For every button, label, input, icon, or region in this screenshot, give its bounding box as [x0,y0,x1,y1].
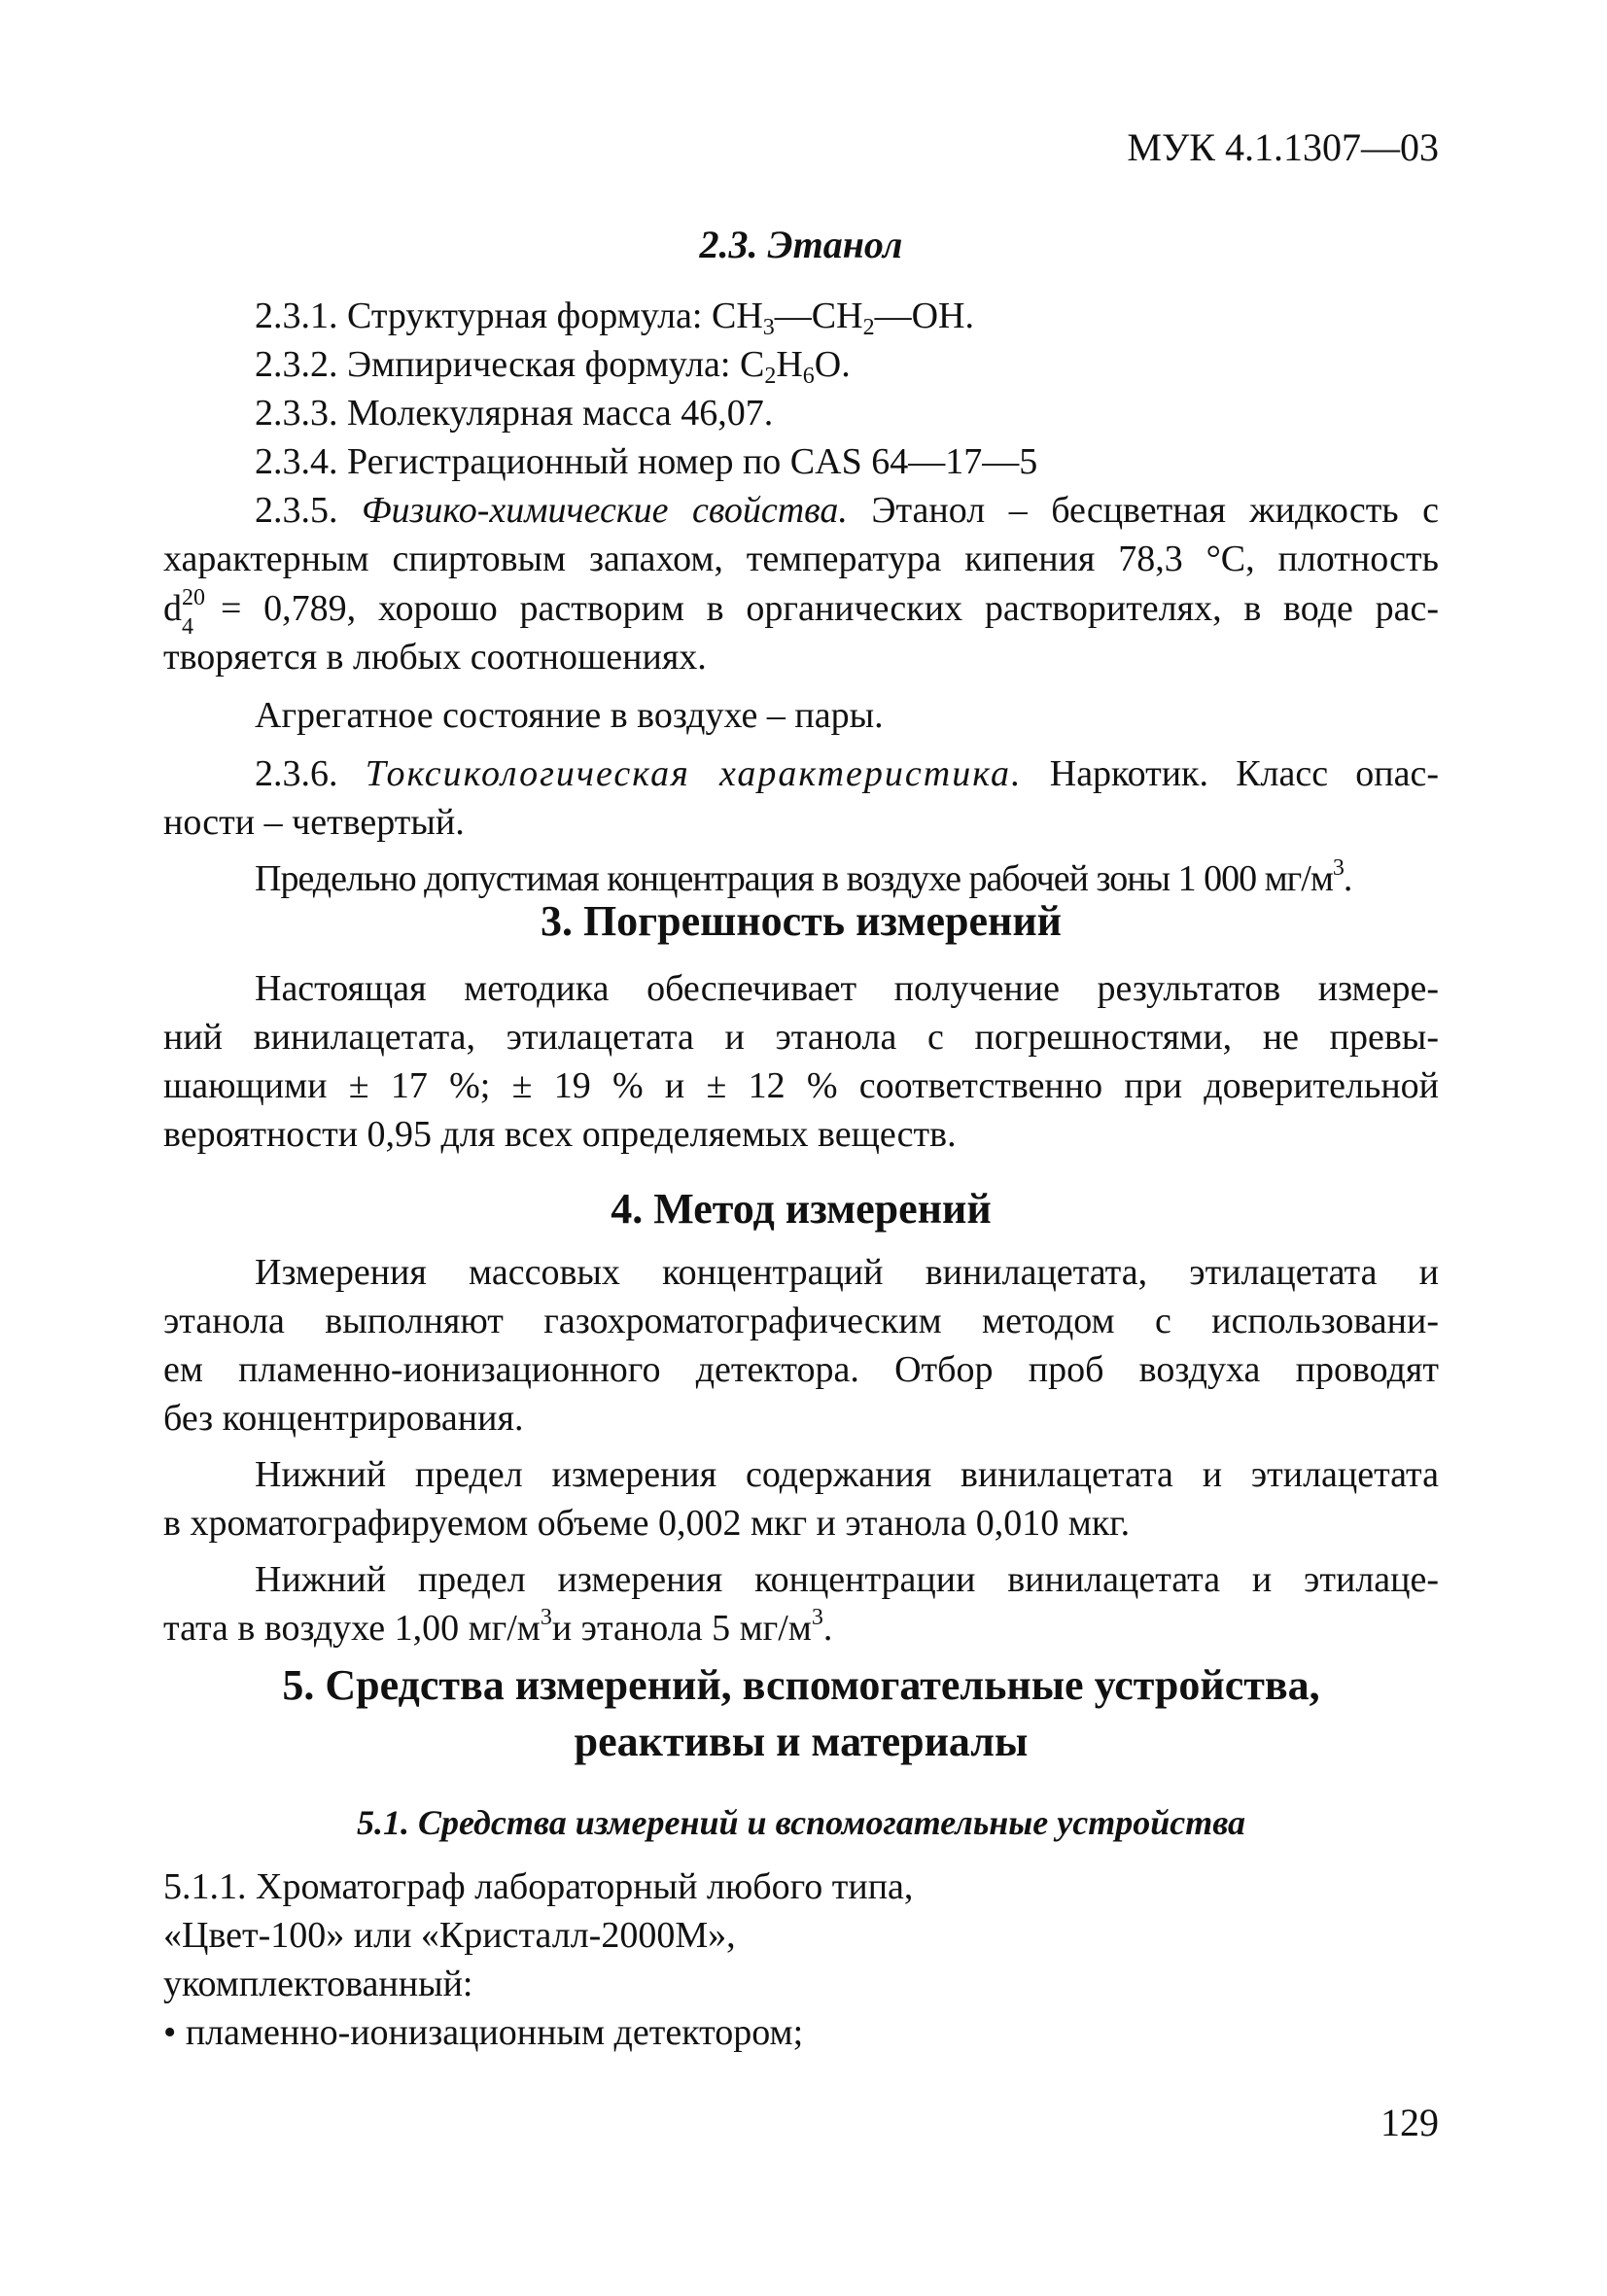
section-4-a-line-3: ем пламенно-ионизационного детектора. Отбор проб воздуха проводят [163,1349,1439,1390]
aggregate-state: Агрегатное состояние в воздухе – пары. [255,695,884,736]
section-3-line-2: ний винилацетата, этилацетата и этанола с погрешностями, не превы- [163,1017,1439,1058]
section-4-a-line-1: Измерения массовых концентраций винилацетата, этилацетата и [255,1252,1439,1293]
section-4-b-line-2: в хроматографируемом объеме 0,002 мкг и этанола 0,010 мкг. [163,1503,1131,1544]
section-2-3-body [163,292,1439,903]
section-5-title-line-1: 5. Средства измерений, вспомогательные устройства, [282,1661,1320,1709]
section-4-a-line-2: этанола выполняют газохроматографическим методом с использовани- [163,1301,1439,1341]
document-code: МУК 4.1.1307—03 [1127,125,1439,169]
molecular-mass: 2.3.3. Молекулярная масса 46,07. [255,393,774,434]
page-number: 129 [1380,2101,1439,2144]
section-5-1-body [163,1862,1439,2057]
section-3-line-3: шающими ± 17 %; ± 19 % и ± 12 % соответственно при доверительной [163,1065,1439,1106]
empirical-formula: 2.3.2. Эмпирическая формула: $C_2H_6O$. [255,344,851,389]
list-item-detector: • пламенно-ионизационным детектором; [163,2012,804,2053]
section-3-title: 3. Погрешность измерений [540,897,1063,945]
properties-line-2: характерным спиртовым запахом, температура кипения 78,3 °C, плотность [163,539,1439,579]
chromatograph-line-3: укомплектованный: [163,1964,473,2004]
bullet-icon: • [163,2012,177,2053]
mac-line: Предельно допустимая концентрация в воздухе рабочей зоны 1 000 $мг/м^3$. [255,855,1352,899]
section-4-b-line-1: Нижний предел измерения содержания винилацетата и этилацетата [255,1454,1439,1495]
section-3-body [163,964,1439,1159]
section-5-title-line-2: реактивы и материалы [574,1718,1029,1765]
section-3-line-1: Настоящая методика обеспечивает получение результатов измере- [255,968,1439,1009]
section-4-body [163,1248,1439,1652]
section-4-a-line-4: без концентрирования. [163,1398,524,1439]
section-4-title: 4. Метод измерений [611,1185,992,1233]
section-2-3-title: 2.3. Этанол [699,223,903,266]
section-5-1-title: 5.1. Средства измерений и вспомогательные устройства [356,1803,1246,1842]
chromatograph-line-2: «Цвет-100» или «Кристалл-2000М», [163,1915,736,1956]
section-4-c-line-1: Нижний предел измерения концентрации винилацетата и этилаце- [255,1559,1439,1600]
chromatograph-line-1: 5.1.1. Хроматограф лабораторный любого типа, [163,1866,914,1907]
properties-line-1: 2.3.5. Физико-химические свойства. Этанол – бесцветная жидкость с [255,490,1439,531]
properties-line-3: d 20 4 = 0,789, хорошо растворим в органических растворителях, в воде рас- [163,585,1439,640]
toxicology-line-1: 2.3.6. Токсикологическая характеристика. Наркотик. Класс опас- [255,753,1440,794]
section-4-c-line-2: тата в воздухе 1,00 $мг/м^3и$ этанола 5 $мг/м^3$. [163,1605,833,1649]
section-3-line-4: вероятности 0,95 для всех определяемых веществ. [163,1114,957,1155]
properties-line-4: творяется в любых соотношениях. [163,637,707,678]
structural-formula: 2.3.1. Структурная формула: $CH_3—CH_2—OH$. [255,296,974,340]
toxicology-line-2: ности – четвертый. [163,802,465,843]
cas-number: 2.3.4. Регистрационный номер по CAS 64—17—5 [255,441,1038,482]
